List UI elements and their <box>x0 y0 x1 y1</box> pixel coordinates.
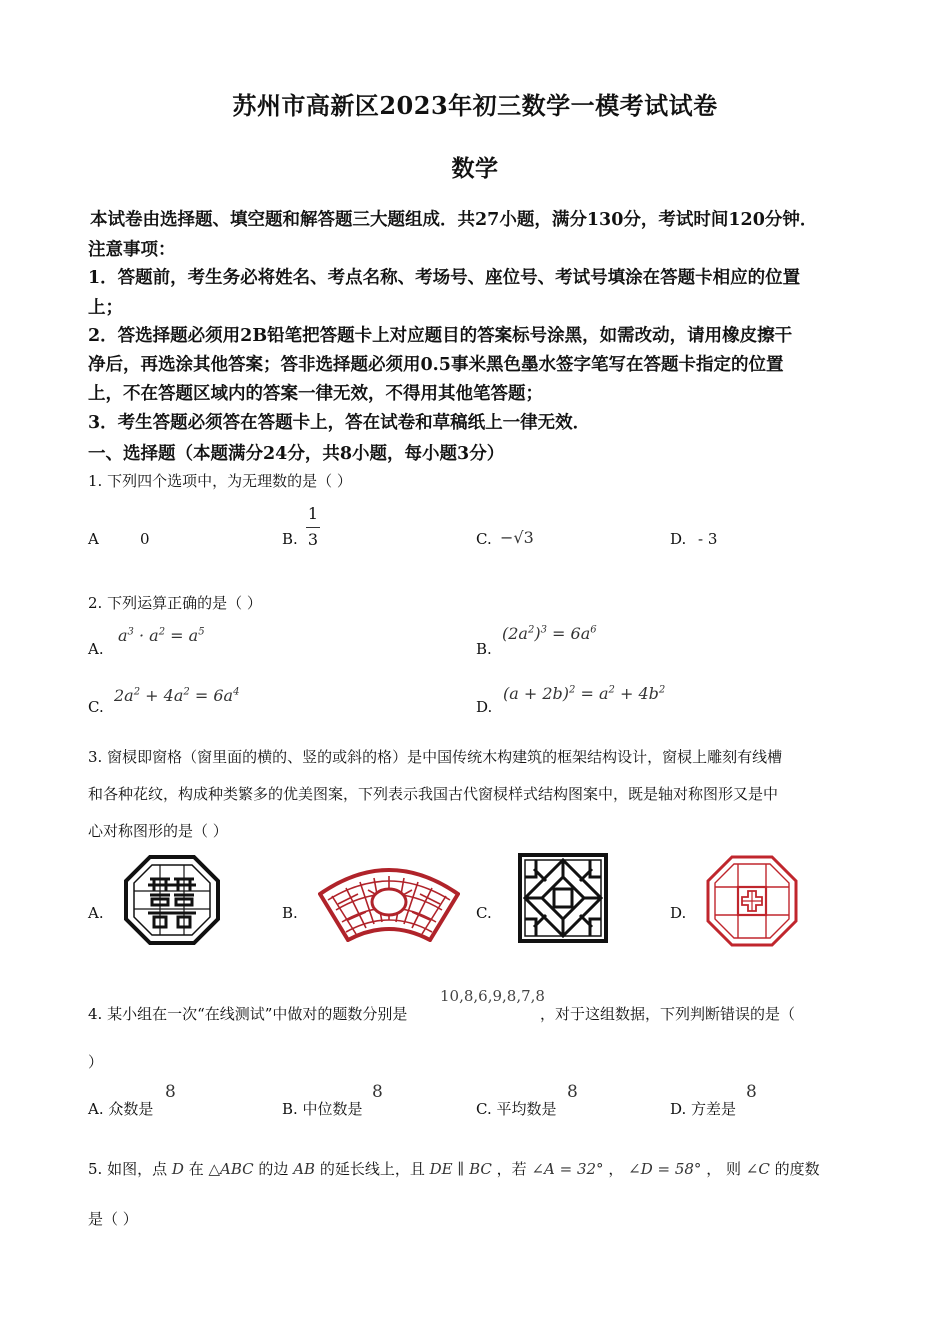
q4-option-b-value: 8 <box>372 1082 383 1102</box>
notice-item: 3．考生答题必须答在答题卡上，答在试卷和草稿纸上一律无效． <box>88 413 591 433</box>
q4-option-c-label: C. 平均数是 <box>476 1100 557 1118</box>
q3-option-b-label: B. <box>282 904 298 922</box>
question-4-stem-close: ） <box>88 1053 104 1071</box>
q1-option-b-denominator: 3 <box>307 530 319 549</box>
subject-title: 数学 <box>451 155 499 182</box>
q2-option-c-label: C. <box>88 698 104 716</box>
q1-option-c-label: C. <box>476 530 492 548</box>
question-1-stem: 1. 下列四个选项中，为无理数的是（ ） <box>88 472 352 490</box>
q2-option-d-formula: $(a + 2b)^2 = a^2 + 4b^2$ <box>503 684 666 703</box>
q2-option-b-label: B. <box>476 640 492 658</box>
q2-option-c-formula: $2a^2 + 4a^2 = 6a^4$ <box>114 686 240 705</box>
q3-option-d-label: D. <box>670 904 687 922</box>
q5-text: 5. 如图，点 <box>88 1160 168 1178</box>
q1-option-d-label: D. <box>670 530 687 548</box>
q5-point-d: D <box>171 1160 184 1178</box>
question-3-stem: 心对称图形的是（ ） <box>88 822 228 840</box>
instructions-intro: 本试卷由选择题、填空题和解答题三大题组成．共27小题，满分130分，考试时间120分钟． <box>90 210 818 230</box>
notice-item: 上，不在答题区域内的答案一律无效，不得用其他笔答题； <box>88 384 543 404</box>
q1-option-b-label: B. <box>282 530 298 548</box>
q2-option-a-label: A. <box>88 640 104 658</box>
q3-option-c-label: C. <box>476 904 492 922</box>
question-3-stem: 3. 窗棂即窗格（窗里面的横的、竖的或斜的格）是中国传统木构建筑的框架结构设计，窗棂上雕刻有线槽 <box>88 748 783 766</box>
q4-data-values: 10,8,6,9,8,7,8 <box>440 987 545 1005</box>
q5-text: ，若 <box>496 1160 527 1178</box>
q1-option-a-label: A <box>88 530 99 548</box>
window-pattern-fan-icon <box>318 860 460 942</box>
q5-text: ， <box>608 1160 624 1178</box>
notice-item: 2．答选择题必须用2B铅笔把答题卡上对应题目的答案标号涂黑，如需改动，请用橡皮擦干 <box>88 326 793 346</box>
section-heading: 一、选择题（本题满分24分，共8小题，每小题3分） <box>88 444 505 464</box>
q5-text: 的延长线上，且 <box>319 1160 425 1178</box>
q3-option-a-label: A. <box>88 904 104 922</box>
question-5-stem <box>88 1158 820 1179</box>
question-4-stem-prefix: 4. 某小组在一次“在线测试”中做对的题数分别是 <box>88 1005 408 1023</box>
notice-item: 上； <box>88 298 123 318</box>
notice-item: 净后，再选涂其他答案；答非选择题必须用0.5事米黑色墨水签字笔写在答题卡指定的位置 <box>88 355 784 375</box>
window-pattern-square-lattice-icon <box>518 853 608 943</box>
q5-angle-d: ∠D = 58° <box>628 1160 702 1178</box>
q4-option-a-value: 8 <box>165 1082 176 1102</box>
q5-text: ， 则 <box>706 1160 741 1178</box>
q4-option-c-value: 8 <box>567 1082 578 1102</box>
q1-option-c-value: −√3 <box>500 528 534 547</box>
q5-angle-c: ∠C <box>745 1160 770 1178</box>
q4-option-a-label: A. 众数是 <box>88 1100 154 1118</box>
q5-text: 的度数 <box>774 1160 820 1178</box>
question-3-stem: 和各种花纹，构成种类繁多的优美图案，下列表示我国古代窗棂样式结构图案中，既是轴对称图形又是中 <box>88 785 779 803</box>
q4-option-b-label: B. 中位数是 <box>282 1100 363 1118</box>
q4-option-d-value: 8 <box>746 1082 757 1102</box>
q5-text: 在 <box>188 1160 204 1178</box>
q5-text: 的边 <box>258 1160 289 1178</box>
window-pattern-double-happiness-icon <box>124 855 220 945</box>
q4-option-d-label: D. 方差是 <box>670 1100 737 1118</box>
fraction-bar <box>306 527 320 528</box>
q1-option-b-numerator: 1 <box>307 504 319 523</box>
notice-item: 1．答题前，考生务必将姓名、考点名称、考场号、座位号、考试号填涂在答题卡相应的位置 <box>88 268 801 288</box>
question-5-stem-line2: 是（ ） <box>88 1210 138 1228</box>
question-4-stem-suffix: ，对于这组数据，下列判断错误的是（ <box>540 1005 796 1023</box>
notice-title: 注意事项： <box>88 240 176 260</box>
q2-option-a-formula: $a^3 \cdot a^2 = a^5$ <box>118 626 205 645</box>
q5-triangle: △ABC <box>208 1160 254 1178</box>
q1-option-a-value: 0 <box>140 530 150 548</box>
q5-angle-a: ∠A = 32° <box>531 1160 604 1178</box>
q5-parallel: DE ∥ BC <box>429 1160 492 1178</box>
q2-option-b-formula: $(2a^2)^3 = 6a^6$ <box>502 624 597 643</box>
q5-edge: AB <box>293 1160 316 1178</box>
exam-title: 苏州市高新区2023年初三数学一模考试试卷 <box>232 91 718 120</box>
question-2-stem: 2. 下列运算正确的是（ ） <box>88 594 262 612</box>
q2-option-d-label: D. <box>476 698 493 716</box>
q1-option-d-value: - 3 <box>698 530 718 548</box>
window-pattern-octagon-cross-icon <box>706 855 798 947</box>
